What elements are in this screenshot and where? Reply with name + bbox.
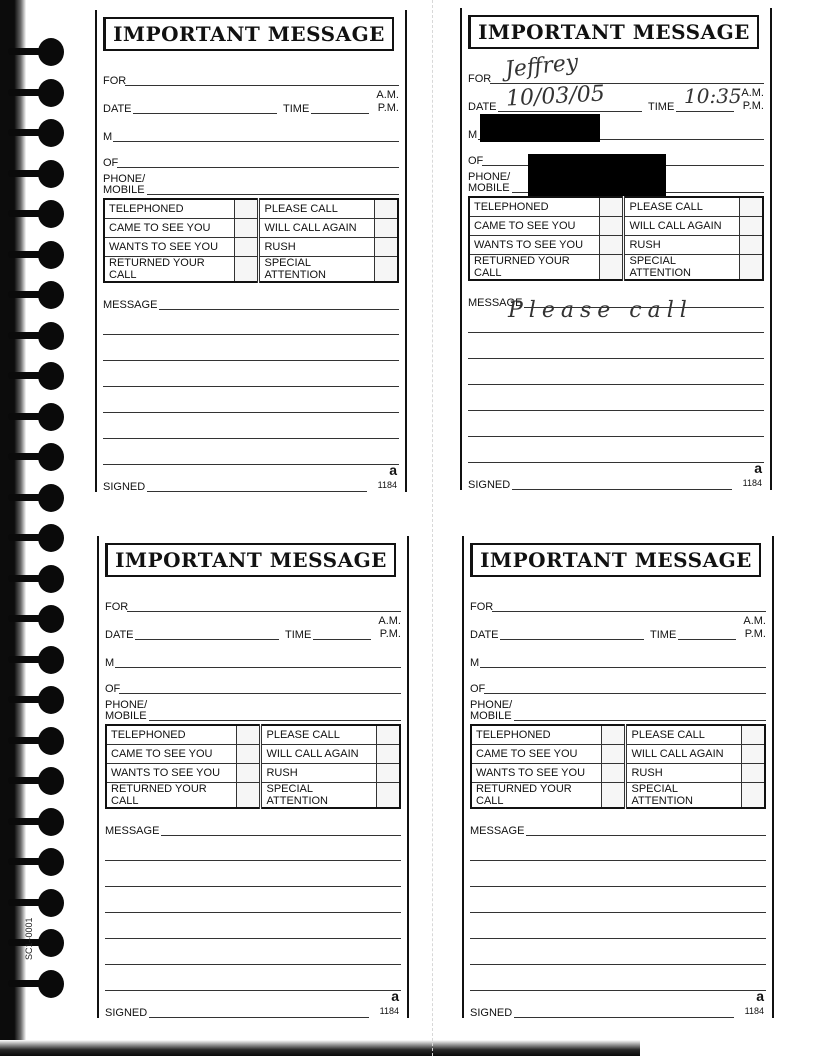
- message-line[interactable]: [103, 386, 399, 387]
- spiral-ring: [8, 848, 64, 878]
- center-fold: [432, 0, 433, 1056]
- phone-label: PHONE/: [470, 699, 513, 711]
- spiral-ring: [8, 119, 64, 149]
- checkbox[interactable]: [235, 257, 259, 283]
- check-label: SPECIAL ATTENTION: [261, 783, 377, 809]
- pm-label: P.M.: [744, 628, 766, 640]
- m-line[interactable]: [480, 667, 766, 668]
- message-line[interactable]: [468, 410, 764, 411]
- date-line[interactable]: [133, 113, 277, 114]
- message-line[interactable]: [468, 384, 764, 385]
- mobile-label: MOBILE: [468, 182, 510, 194]
- margin-code: SC1–0001: [24, 917, 34, 960]
- signed-line[interactable]: [512, 489, 732, 490]
- message-line[interactable]: [470, 990, 766, 991]
- check-label: SPECIAL ATTENTION: [626, 783, 742, 809]
- signed-label: SIGNED: [105, 1007, 148, 1019]
- handwritten-date: 10/03/05: [505, 81, 606, 112]
- checkbox[interactable]: [740, 197, 764, 217]
- table-row: [106, 725, 400, 745]
- checkbox[interactable]: [600, 236, 624, 255]
- for-line[interactable]: [127, 611, 401, 612]
- form-number: 1184: [742, 478, 762, 488]
- message-slip-1: [95, 12, 407, 492]
- brand-logo: a: [389, 462, 397, 478]
- date-label: DATE: [105, 629, 134, 641]
- of-label: OF: [103, 157, 119, 169]
- check-label: WILL CALL AGAIN: [626, 745, 742, 764]
- am-label: A.M.: [378, 615, 401, 627]
- signed-line[interactable]: [149, 1017, 369, 1018]
- slip-title-box: [103, 17, 394, 51]
- message-line[interactable]: [105, 860, 401, 861]
- brand-logo: a: [754, 460, 762, 476]
- of-label: OF: [105, 683, 121, 695]
- message-slip-2: [460, 10, 772, 490]
- spiral-ring: [8, 403, 64, 433]
- check-label: WILL CALL AGAIN: [261, 745, 377, 764]
- page-bottom-edge: [0, 1040, 640, 1056]
- time-label: TIME: [650, 629, 677, 641]
- message-line[interactable]: [470, 912, 766, 913]
- message-line[interactable]: [470, 860, 766, 861]
- checkbox[interactable]: [375, 238, 399, 257]
- table-row: [469, 197, 763, 217]
- of-line[interactable]: [484, 693, 766, 694]
- time-line[interactable]: [313, 639, 371, 640]
- checkbox[interactable]: [235, 199, 259, 219]
- check-label: CAME TO SEE YOU: [106, 745, 237, 764]
- check-label: PLEASE CALL: [261, 725, 377, 745]
- slip-title-box: [105, 543, 396, 577]
- checkbox[interactable]: [602, 764, 626, 783]
- form-number: 1184: [377, 480, 397, 490]
- of-label: OF: [468, 155, 484, 167]
- table-row: [471, 764, 765, 783]
- spiral-ring: [8, 38, 64, 68]
- am-label: A.M.: [741, 87, 764, 99]
- message-line[interactable]: [103, 438, 399, 439]
- spiral-ring: [8, 241, 64, 271]
- table-row: [471, 725, 765, 745]
- checkbox[interactable]: [377, 783, 401, 809]
- pm-label: P.M.: [742, 100, 764, 112]
- form-number: 1184: [744, 1006, 764, 1016]
- date-line[interactable]: [135, 639, 279, 640]
- table-row: [106, 783, 400, 809]
- message-line[interactable]: [470, 964, 766, 965]
- time-label: TIME: [285, 629, 312, 641]
- check-label: TELEPHONED: [469, 197, 600, 217]
- table-row: [104, 257, 398, 283]
- spiral-ring: [8, 686, 64, 716]
- checkbox[interactable]: [742, 783, 766, 809]
- check-label: RETURNED YOUR CALL: [106, 783, 237, 809]
- spiral-ring: [8, 808, 64, 838]
- slip-title: IMPORTANT MESSAGE: [113, 22, 385, 46]
- message-line[interactable]: [103, 412, 399, 413]
- phone-label: PHONE/: [105, 699, 148, 711]
- table-row: [471, 783, 765, 809]
- message-label: MESSAGE: [468, 297, 523, 309]
- check-label: WANTS TO SEE YOU: [469, 236, 600, 255]
- spiral-ring: [8, 443, 64, 473]
- checkbox-table: [103, 198, 399, 283]
- table-row: [469, 236, 763, 255]
- message-line[interactable]: [103, 464, 399, 465]
- checkbox[interactable]: [375, 257, 399, 283]
- brand-logo: a: [391, 988, 399, 1004]
- message-slip-4: [462, 538, 774, 1018]
- table-row: [106, 745, 400, 764]
- pm-label: P.M.: [377, 102, 399, 114]
- of-label: OF: [470, 683, 486, 695]
- handwritten-for: Jeffrey: [503, 50, 580, 83]
- checkbox[interactable]: [742, 725, 766, 745]
- brand-logo: a: [756, 988, 764, 1004]
- spiral-ring: [8, 322, 64, 352]
- message-line[interactable]: [105, 964, 401, 965]
- spiral-ring: [8, 160, 64, 190]
- mobile-label: MOBILE: [103, 184, 145, 196]
- for-label: FOR: [470, 601, 494, 613]
- handwritten-message: Please call: [508, 298, 693, 323]
- spiral-ring: [8, 362, 64, 392]
- table-row: [104, 219, 398, 238]
- checkbox[interactable]: [740, 255, 764, 281]
- message-line[interactable]: [159, 309, 399, 310]
- date-line[interactable]: [500, 639, 644, 640]
- message-line[interactable]: [526, 835, 766, 836]
- pm-label: P.M.: [379, 628, 401, 640]
- checkbox[interactable]: [237, 783, 261, 809]
- m-label: M: [103, 131, 113, 143]
- slip-title: IMPORTANT MESSAGE: [115, 548, 387, 572]
- checkbox[interactable]: [602, 783, 626, 809]
- time-label: TIME: [648, 101, 675, 113]
- slip-title-box: [468, 15, 759, 49]
- table-row: [469, 217, 763, 236]
- checkbox-table: [468, 196, 764, 281]
- spiral-ring: [8, 929, 64, 959]
- check-label: RETURNED YOUR CALL: [471, 783, 602, 809]
- message-line[interactable]: [103, 334, 399, 335]
- phone-line[interactable]: [147, 194, 399, 195]
- checkbox[interactable]: [237, 725, 261, 745]
- message-line[interactable]: [468, 436, 764, 437]
- message-slip-3: [97, 538, 409, 1018]
- date-label: DATE: [470, 629, 499, 641]
- am-label: A.M.: [376, 89, 399, 101]
- time-line[interactable]: [678, 639, 736, 640]
- mobile-label: MOBILE: [105, 710, 147, 722]
- time-line[interactable]: [676, 111, 734, 112]
- checkbox-table: [105, 724, 401, 809]
- checkbox[interactable]: [377, 725, 401, 745]
- signed-label: SIGNED: [470, 1007, 513, 1019]
- checkbox[interactable]: [377, 764, 401, 783]
- of-line[interactable]: [119, 693, 401, 694]
- message-line[interactable]: [470, 886, 766, 887]
- check-label: CAME TO SEE YOU: [471, 745, 602, 764]
- spiral-ring: [8, 646, 64, 676]
- am-label: A.M.: [743, 615, 766, 627]
- check-label: RETURNED YOUR CALL: [104, 257, 235, 283]
- check-label: PLEASE CALL: [624, 197, 740, 217]
- phone-label: PHONE/: [468, 171, 511, 183]
- checkbox[interactable]: [600, 217, 624, 236]
- checkbox[interactable]: [235, 238, 259, 257]
- check-label: CAME TO SEE YOU: [104, 219, 235, 238]
- check-label: RETURNED YOUR CALL: [469, 255, 600, 281]
- check-label: RUSH: [261, 764, 377, 783]
- message-line[interactable]: [468, 332, 764, 333]
- for-line[interactable]: [125, 85, 399, 86]
- message-label: MESSAGE: [105, 825, 160, 837]
- for-label: FOR: [105, 601, 129, 613]
- message-line[interactable]: [161, 835, 401, 836]
- for-label: FOR: [103, 75, 127, 87]
- spiral-ring: [8, 889, 64, 919]
- table-row: [104, 199, 398, 219]
- mobile-label: MOBILE: [470, 710, 512, 722]
- check-label: RUSH: [626, 764, 742, 783]
- message-line[interactable]: [105, 886, 401, 887]
- time-line[interactable]: [311, 113, 369, 114]
- signed-line[interactable]: [147, 491, 367, 492]
- spiral-ring: [8, 524, 64, 554]
- m-label: M: [470, 657, 480, 669]
- spiral-ring: [8, 767, 64, 797]
- check-label: TELEPHONED: [104, 199, 235, 219]
- checkbox[interactable]: [600, 255, 624, 281]
- message-line[interactable]: [105, 912, 401, 913]
- check-label: WILL CALL AGAIN: [624, 217, 740, 236]
- signed-label: SIGNED: [468, 479, 511, 491]
- table-row: [106, 764, 400, 783]
- check-label: SPECIAL ATTENTION: [259, 257, 375, 283]
- check-label: SPECIAL ATTENTION: [624, 255, 740, 281]
- table-row: [471, 745, 765, 764]
- for-label: FOR: [468, 73, 492, 85]
- message-label: MESSAGE: [103, 299, 158, 311]
- message-label: MESSAGE: [470, 825, 525, 837]
- checkbox[interactable]: [235, 219, 259, 238]
- m-label: M: [468, 129, 478, 141]
- date-line[interactable]: [498, 111, 642, 112]
- checkbox[interactable]: [740, 236, 764, 255]
- time-label: TIME: [283, 103, 310, 115]
- check-label: RUSH: [624, 236, 740, 255]
- phone-line[interactable]: [514, 720, 766, 721]
- checkbox[interactable]: [375, 219, 399, 238]
- checkbox[interactable]: [375, 199, 399, 219]
- check-label: WANTS TO SEE YOU: [104, 238, 235, 257]
- check-label: TELEPHONED: [106, 725, 237, 745]
- date-label: DATE: [103, 103, 132, 115]
- message-line[interactable]: [470, 938, 766, 939]
- message-line[interactable]: [103, 360, 399, 361]
- check-label: PLEASE CALL: [259, 199, 375, 219]
- checkbox[interactable]: [742, 764, 766, 783]
- check-label: RUSH: [259, 238, 375, 257]
- of-line[interactable]: [117, 167, 399, 168]
- message-line[interactable]: [105, 990, 401, 991]
- slip-title-box: [470, 543, 761, 577]
- for-line[interactable]: [492, 611, 766, 612]
- checkbox[interactable]: [237, 764, 261, 783]
- message-line[interactable]: [468, 358, 764, 359]
- spiral-ring: [8, 79, 64, 109]
- spiral-ring: [8, 605, 64, 635]
- checkbox[interactable]: [602, 725, 626, 745]
- message-line[interactable]: [105, 938, 401, 939]
- check-label: CAME TO SEE YOU: [469, 217, 600, 236]
- spiral-ring: [8, 970, 64, 1000]
- checkbox[interactable]: [740, 217, 764, 236]
- checkbox[interactable]: [600, 197, 624, 217]
- table-row: [469, 255, 763, 281]
- redaction-block: [528, 154, 666, 196]
- check-label: PLEASE CALL: [626, 725, 742, 745]
- table-row: [104, 238, 398, 257]
- slip-title: IMPORTANT MESSAGE: [480, 548, 752, 572]
- spiral-ring: [8, 281, 64, 311]
- slip-title: IMPORTANT MESSAGE: [478, 20, 750, 44]
- form-number: 1184: [379, 1006, 399, 1016]
- checkbox[interactable]: [602, 745, 626, 764]
- phone-label: PHONE/: [103, 173, 146, 185]
- m-label: M: [105, 657, 115, 669]
- spiral-ring: [8, 200, 64, 230]
- m-line[interactable]: [113, 141, 399, 142]
- check-label: TELEPHONED: [471, 725, 602, 745]
- signed-line[interactable]: [514, 1017, 734, 1018]
- date-label: DATE: [468, 101, 497, 113]
- message-line[interactable]: [468, 462, 764, 463]
- checkbox[interactable]: [237, 745, 261, 764]
- m-line[interactable]: [115, 667, 401, 668]
- spiral-ring: [8, 565, 64, 595]
- check-label: WANTS TO SEE YOU: [471, 764, 602, 783]
- checkbox[interactable]: [377, 745, 401, 764]
- handwritten-time: 10:35: [684, 84, 742, 108]
- signed-label: SIGNED: [103, 481, 146, 493]
- checkbox-table: [470, 724, 766, 809]
- spiral-ring: [8, 727, 64, 757]
- redaction-block: [480, 114, 600, 142]
- check-label: WANTS TO SEE YOU: [106, 764, 237, 783]
- checkbox[interactable]: [742, 745, 766, 764]
- phone-line[interactable]: [149, 720, 401, 721]
- check-label: WILL CALL AGAIN: [259, 219, 375, 238]
- spiral-ring: [8, 484, 64, 514]
